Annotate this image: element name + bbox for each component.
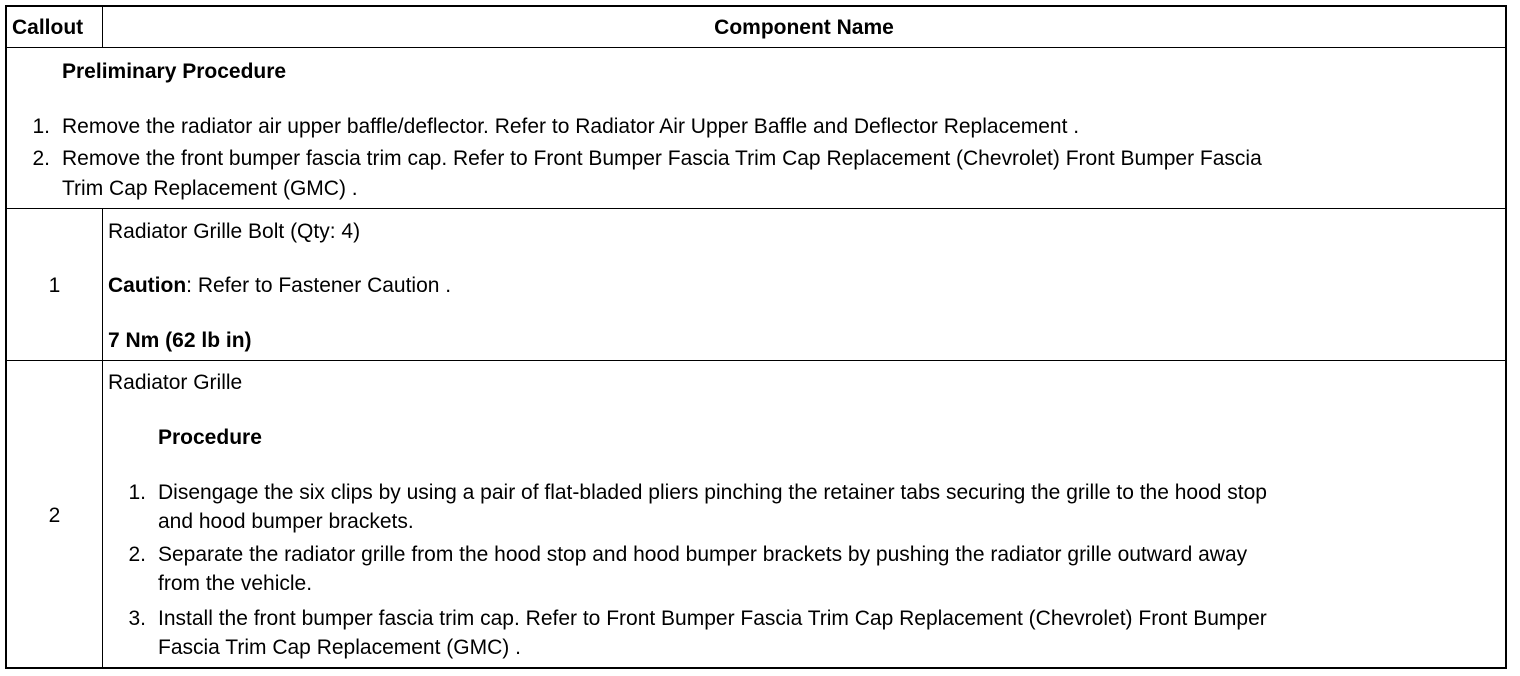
procedure-step-number: 1. — [128, 481, 146, 504]
procedure-step-text: Fascia Trim Cap Replacement (GMC) . — [158, 636, 521, 659]
component-name: Radiator Grille — [108, 371, 243, 394]
preliminary-step-text: Remove the radiator air upper baffle/deflector. Refer to Radiator Air Upper Baffle and Deflector Replacement . — [62, 115, 1080, 138]
callout-number: 1 — [48, 274, 61, 297]
callout-number: 2 — [48, 504, 61, 527]
component-table — [5, 5, 1507, 669]
caution-note — [108, 271, 451, 301]
procedure-step-number: 2. — [128, 543, 146, 566]
preliminary-step-number: 2. — [32, 147, 50, 170]
procedure-step-text: Install the front bumper fascia trim cap. Refer to Front Bumper Fascia Trim Cap Replacement (Chevrolet) Front Bumper — [158, 607, 1267, 630]
component-name: Radiator Grille Bolt (Qty: 4) — [108, 220, 361, 243]
procedure-step-text: and hood bumper brackets. — [158, 510, 414, 533]
preliminary-title: Preliminary Procedure — [62, 60, 287, 83]
procedure-step-text: Separate the radiator grille from the hood stop and hood bumper brackets by pushing the radiator grille outward away — [158, 543, 1248, 566]
callout-header: Callout — [12, 16, 84, 39]
header-bottom-line — [7, 47, 1505, 48]
callout-column-divider — [102, 208, 103, 669]
procedure-step-text: Disengage the six clips by using a pair of flat-bladed pliers pinching the retainer tabs securing the grille to the hood stop — [158, 481, 1267, 504]
caution-label: Caution — [108, 274, 187, 297]
preliminary-step-text: Remove the front bumper fascia trim cap. Refer to Front Bumper Fascia Trim Cap Replacement (Chevrolet) Front Bumper Fascia — [62, 147, 1262, 170]
procedure-step-text: from the vehicle. — [158, 572, 313, 595]
preliminary-step-text: Trim Cap Replacement (GMC) . — [62, 177, 358, 200]
row-divider — [7, 360, 1505, 361]
component-name-header: Component Name — [714, 16, 894, 39]
preliminary-step-number: 1. — [32, 115, 50, 138]
procedure-step-number: 3. — [128, 607, 146, 630]
caution-text: : Refer to Fastener Caution . — [186, 274, 452, 297]
torque-spec: 7 Nm (62 lb in) — [108, 329, 252, 352]
preliminary-bottom-line — [7, 208, 1505, 209]
procedure-title: Procedure — [158, 426, 262, 449]
